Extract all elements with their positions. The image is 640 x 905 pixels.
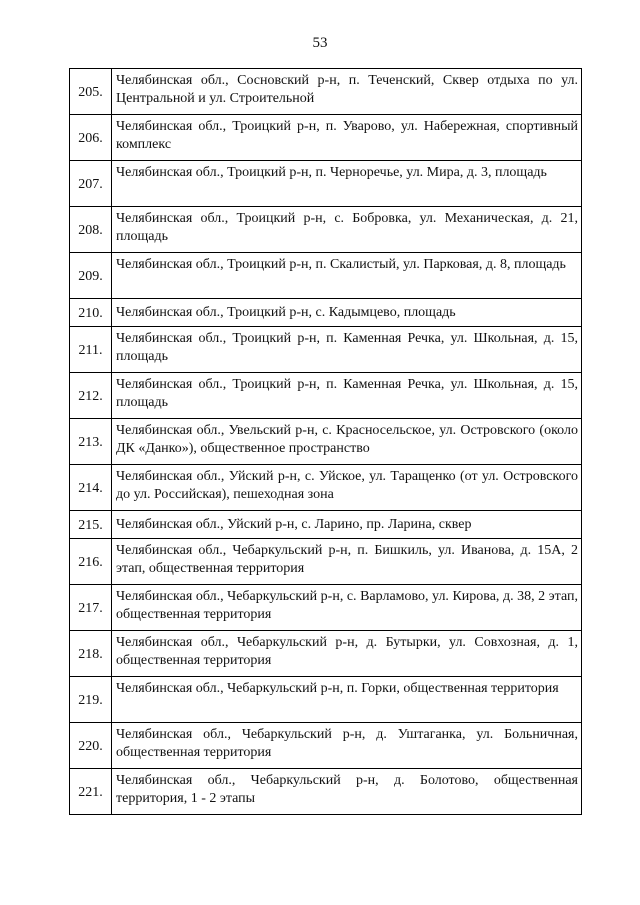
row-address: Челябинская обл., Уйский р-н, с. Ларино, пр. Ларина, сквер: [112, 511, 582, 539]
row-number: 216.: [70, 539, 112, 585]
table-row: [70, 373, 582, 419]
table-row: [70, 769, 582, 815]
table-row: [70, 253, 582, 299]
row-address: Челябинская обл., Чебаркульский р-н, п. Бишкиль, ул. Иванова, д. 15А, 2 этап, общественная территория: [112, 539, 582, 585]
row-address: Челябинская обл., Чебаркульский р-н, п. Горки, общественная территория: [112, 677, 582, 723]
table-row: [70, 585, 582, 631]
row-number: 212.: [70, 373, 112, 419]
table-row: [70, 723, 582, 769]
row-address: Челябинская обл., Троицкий р-н, п. Скалистый, ул. Парковая, д. 8, площадь: [112, 253, 582, 299]
table-row: [70, 419, 582, 465]
row-address: Челябинская обл., Троицкий р-н, п. Каменная Речка, ул. Школьная, д. 15, площадь: [112, 327, 582, 373]
table-row: [70, 465, 582, 511]
row-number: 205.: [70, 69, 112, 115]
row-address: Челябинская обл., Троицкий р-н, п. Каменная Речка, ул. Школьная, д. 15, площадь: [112, 373, 582, 419]
table-row: [70, 115, 582, 161]
table-row: [70, 677, 582, 723]
row-number: 208.: [70, 207, 112, 253]
row-address: Челябинская обл., Троицкий р-н, с. Бобровка, ул. Механическая, д. 21, площадь: [112, 207, 582, 253]
row-number: 211.: [70, 327, 112, 373]
row-number: 215.: [70, 511, 112, 539]
page-number: 53: [312, 35, 328, 51]
row-address: Челябинская обл., Троицкий р-н, с. Кадымцево, площадь: [112, 299, 582, 327]
locations-table: [69, 68, 582, 815]
row-number: 221.: [70, 769, 112, 815]
row-address: Челябинская обл., Чебаркульский р-н, с. Варламово, ул. Кирова, д. 38, 2 этап, общественная территория: [112, 585, 582, 631]
row-address: Челябинская обл., Сосновский р-н, п. Теченский, Сквер отдыха по ул. Центральной и ул. Строительной: [112, 69, 582, 115]
row-address: Челябинская обл., Чебаркульский р-н, д. Болотово, общественная территория, 1 - 2 этапы: [112, 769, 582, 815]
table-row: [70, 207, 582, 253]
table-row: [70, 299, 582, 327]
row-address: Челябинская обл., Троицкий р-н, п. Черноречье, ул. Мира, д. 3, площадь: [112, 161, 582, 207]
row-number: 206.: [70, 115, 112, 161]
row-number: 217.: [70, 585, 112, 631]
row-number: 218.: [70, 631, 112, 677]
row-address: Челябинская обл., Уйский р-н, с. Уйское, ул. Таращенко (от ул. Островского до ул. Российская), пешеходная зона: [112, 465, 582, 511]
row-address: Челябинская обл., Чебаркульский р-н, д. Уштаганка, ул. Больничная, общественная территория: [112, 723, 582, 769]
row-address: Челябинская обл., Троицкий р-н, п. Уварово, ул. Набережная, спортивный комплекс: [112, 115, 582, 161]
table-row: [70, 511, 582, 539]
row-number: 220.: [70, 723, 112, 769]
table-row: [70, 69, 582, 115]
table-row: [70, 161, 582, 207]
row-number: 213.: [70, 419, 112, 465]
row-number: 209.: [70, 253, 112, 299]
row-number: 210.: [70, 299, 112, 327]
table-row: [70, 327, 582, 373]
table-row: [70, 539, 582, 585]
row-address: Челябинская обл., Увельский р-н, с. Красносельское, ул. Островского (около ДК «Данко»), общественное пространство: [112, 419, 582, 465]
row-number: 207.: [70, 161, 112, 207]
row-address: Челябинская обл., Чебаркульский р-н, д. Бутырки, ул. Совхозная, д. 1, общественная территория: [112, 631, 582, 677]
row-number: 214.: [70, 465, 112, 511]
row-number: 219.: [70, 677, 112, 723]
table-row: [70, 631, 582, 677]
